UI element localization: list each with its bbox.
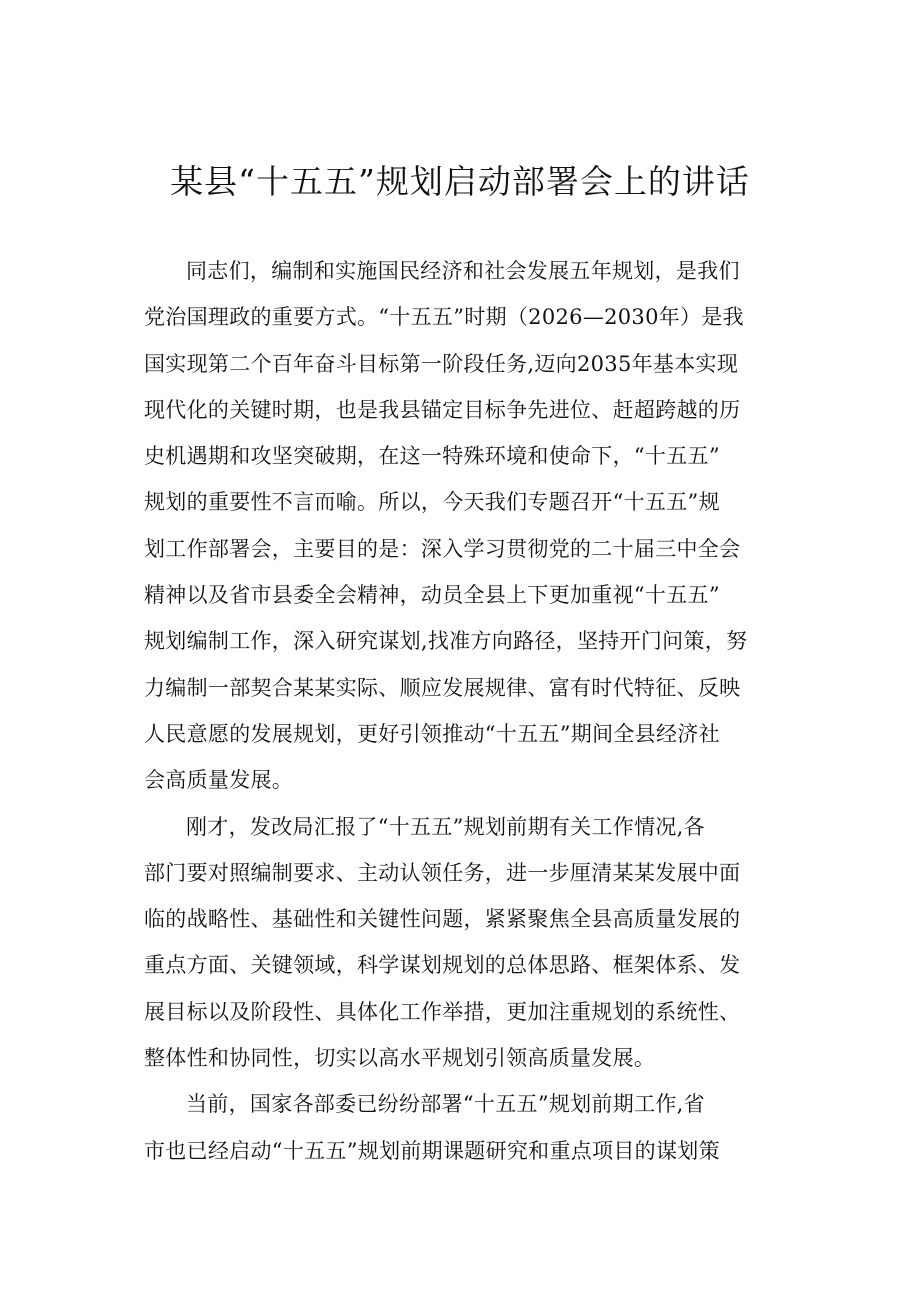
text-line: 国实现第二个百年奋斗目标第一阶段任务,迈向2035年基本实现 [144,351,739,376]
paragraph-3 [144,1081,804,1174]
text-line: 规划编制工作，深入研究谋划,找准方向路径，坚持开门问策，努 [144,629,748,654]
text-line: 会高质量发展。 [144,768,294,793]
text-line: 市也已经启动“十五五”规划前期课题研究和重点项目的谋划策 [144,1138,720,1163]
text-line: 人民意愿的发展规划，更好引领推动“十五五”期间全县经济社 [144,721,720,746]
paragraph-1 [144,248,804,804]
text-line: 刚才，发改局汇报了“十五五”规划前期有关工作情况,各 [186,814,705,839]
document-body [144,248,804,1174]
text-line: 重点方面、关键领域，科学谋划规划的总体思路、框架体系、发 [144,953,741,978]
text-line: 部门要对照编制要求、主动认领任务，进一步厘清某某发展中面 [144,860,741,885]
text-line: 临的战略性、基础性和关键性问题，紧紧聚焦全县高质量发展的 [144,907,741,932]
text-line: 展目标以及阶段性、具体化工作举措，更加注重规划的系统性、 [144,999,741,1024]
paragraph-2 [144,804,804,1082]
text-line: 现代化的关键时期，也是我县锚定目标争先进位、赶超跨越的历 [144,397,741,422]
text-line: 划工作部署会，主要目的是：深入学习贯彻党的二十届三中全会 [144,536,741,561]
text-line: 力编制一部契合某某实际、顺应发展规律、富有时代特征、反映 [144,675,741,700]
text-line: 当前，国家各部委已纷纷部署“十五五”规划前期工作,省 [186,1092,705,1117]
text-line: 整体性和协同性，切实以高水平规划引领高质量发展。 [144,1046,656,1071]
document-title: 某县“十五五”规划启动部署会上的讲话 [170,162,750,201]
text-line: 党治国理政的重要方式。“十五五”时期（2026—2030年）是我 [144,305,744,330]
text-line: 史机遇期和攻坚突破期，在这一特殊环境和使命下，“十五五” [144,444,720,469]
text-line: 规划的重要性不言而喻。所以，今天我们专题召开“十五五”规 [144,490,720,515]
text-line: 精神以及省市县委全会精神，动员全县上下更加重视“十五五” [144,583,720,608]
text-line: 同志们，编制和实施国民经济和社会发展五年规划，是我们 [186,259,740,283]
